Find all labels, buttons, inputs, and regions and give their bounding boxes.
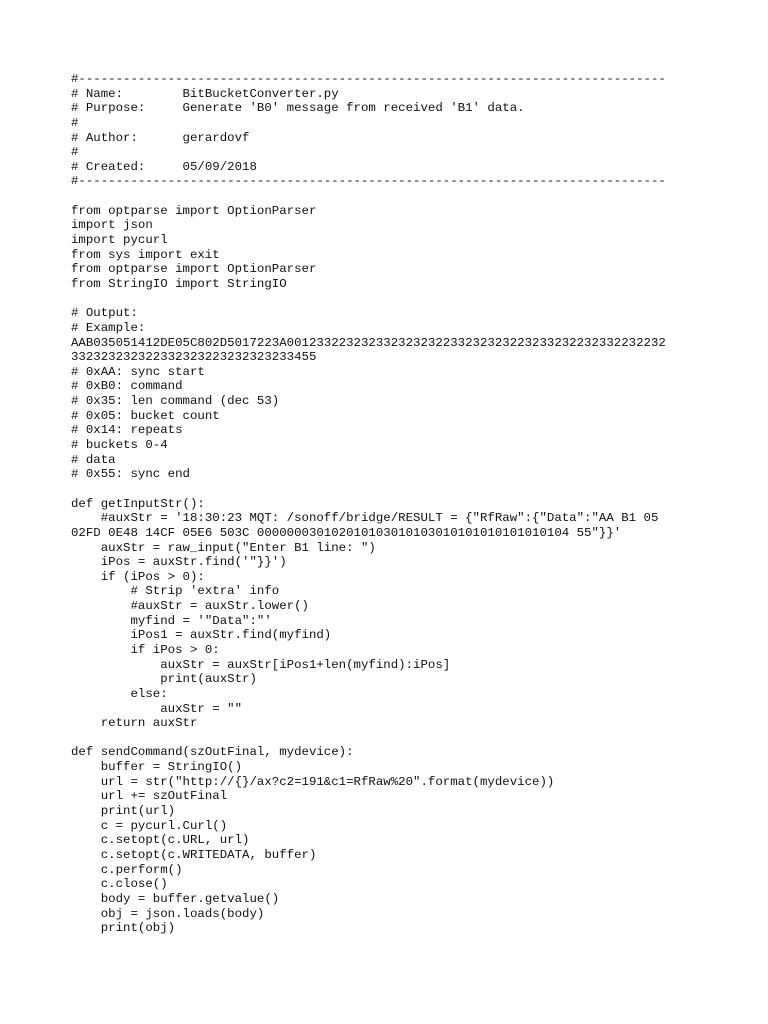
- code-line: print(obj): [71, 921, 176, 936]
- code-line: # Name: BitBucketConverter.py: [71, 86, 339, 101]
- code-line: [71, 189, 751, 204]
- code-line: #-------------------------------------------------------------------------------: [71, 174, 666, 189]
- code-line: def getInputStr():: [71, 496, 205, 511]
- code-line: # Output:: [71, 306, 138, 321]
- code-line: [71, 292, 751, 307]
- code-line: # Author: gerardovf: [71, 130, 250, 145]
- code-line: #auxStr = '18:30:23 MQT: /sonoff/bridge/RESULT = {"RfRaw":{"Data":"AA B1 05: [71, 511, 659, 526]
- code-line: [71, 731, 751, 746]
- code-line: # data: [71, 452, 116, 467]
- code-line: # Purpose: Generate 'B0' message from received 'B1' data.: [71, 101, 525, 116]
- code-line: iPos1 = auxStr.find(myfind): [71, 628, 332, 643]
- code-line: #: [71, 145, 79, 160]
- code-line: # Created: 05/09/2018: [71, 159, 257, 174]
- code-line: # 0x55: sync end: [71, 467, 190, 482]
- code-line: url += szOutFinal: [71, 789, 228, 804]
- code-line: c.perform(): [71, 862, 183, 877]
- code-line: [71, 482, 751, 497]
- code-line: from optparse import OptionParser: [71, 203, 317, 218]
- code-line: # 0x05: bucket count: [71, 408, 220, 423]
- code-line: # Strip 'extra' info: [71, 584, 280, 599]
- code-block: [71, 72, 751, 936]
- code-line: buffer = StringIO(): [71, 760, 243, 775]
- code-line: from optparse import OptionParser: [71, 262, 317, 277]
- code-line: from sys import exit: [71, 247, 220, 262]
- code-line: print(url): [71, 804, 176, 819]
- code-line: c.close(): [71, 877, 168, 892]
- code-line: obj = json.loads(body): [71, 906, 265, 921]
- code-line: c.setopt(c.URL, url): [71, 833, 250, 848]
- code-line: url = str("http://{}/ax?c2=191&c1=RfRaw%20".format(mydevice)): [71, 774, 555, 789]
- code-line: c = pycurl.Curl(): [71, 818, 228, 833]
- code-line: #: [71, 115, 79, 130]
- code-line: c.setopt(c.WRITEDATA, buffer): [71, 847, 317, 862]
- code-line: #-------------------------------------------------------------------------------: [71, 72, 666, 86]
- code-line: from StringIO import StringIO: [71, 276, 287, 291]
- code-line: 332323232322332323223232323233455: [71, 350, 317, 365]
- code-line: auxStr = auxStr[iPos1+len(myfind):iPos]: [71, 657, 451, 672]
- code-line: # 0x35: len command (dec 53): [71, 394, 280, 409]
- code-line: AAB035051412DE05C802D5017223A001233223232332323232233232323223233232232332232232: [71, 335, 666, 350]
- code-line: auxStr = raw_input("Enter B1 line: "): [71, 540, 376, 555]
- code-line: import pycurl: [71, 233, 168, 248]
- code-line: myfind = '"Data":"': [71, 613, 272, 628]
- code-line: # 0x14: repeats: [71, 423, 183, 438]
- code-line: iPos = auxStr.find('"}}'): [71, 555, 287, 570]
- code-line: # 0xB0: command: [71, 379, 183, 394]
- code-line: # buckets 0-4: [71, 438, 168, 453]
- code-line: 02FD 0E48 14CF 05E6 503C 000000030102010103010103010101010101010104 55"}}': [71, 525, 622, 540]
- code-line: if (iPos > 0):: [71, 569, 205, 584]
- code-line: # Example:: [71, 320, 146, 335]
- code-line: else:: [71, 686, 168, 701]
- code-line: #auxStr = auxStr.lower(): [71, 599, 309, 614]
- code-line: # 0xAA: sync start: [71, 364, 205, 379]
- code-line: return auxStr: [71, 716, 198, 731]
- code-line: if iPos > 0:: [71, 642, 220, 657]
- code-line: body = buffer.getvalue(): [71, 891, 280, 906]
- code-line: print(auxStr): [71, 672, 257, 687]
- code-line: auxStr = "": [71, 701, 243, 716]
- code-line: def sendCommand(szOutFinal, mydevice):: [71, 745, 354, 760]
- code-line: import json: [71, 218, 153, 233]
